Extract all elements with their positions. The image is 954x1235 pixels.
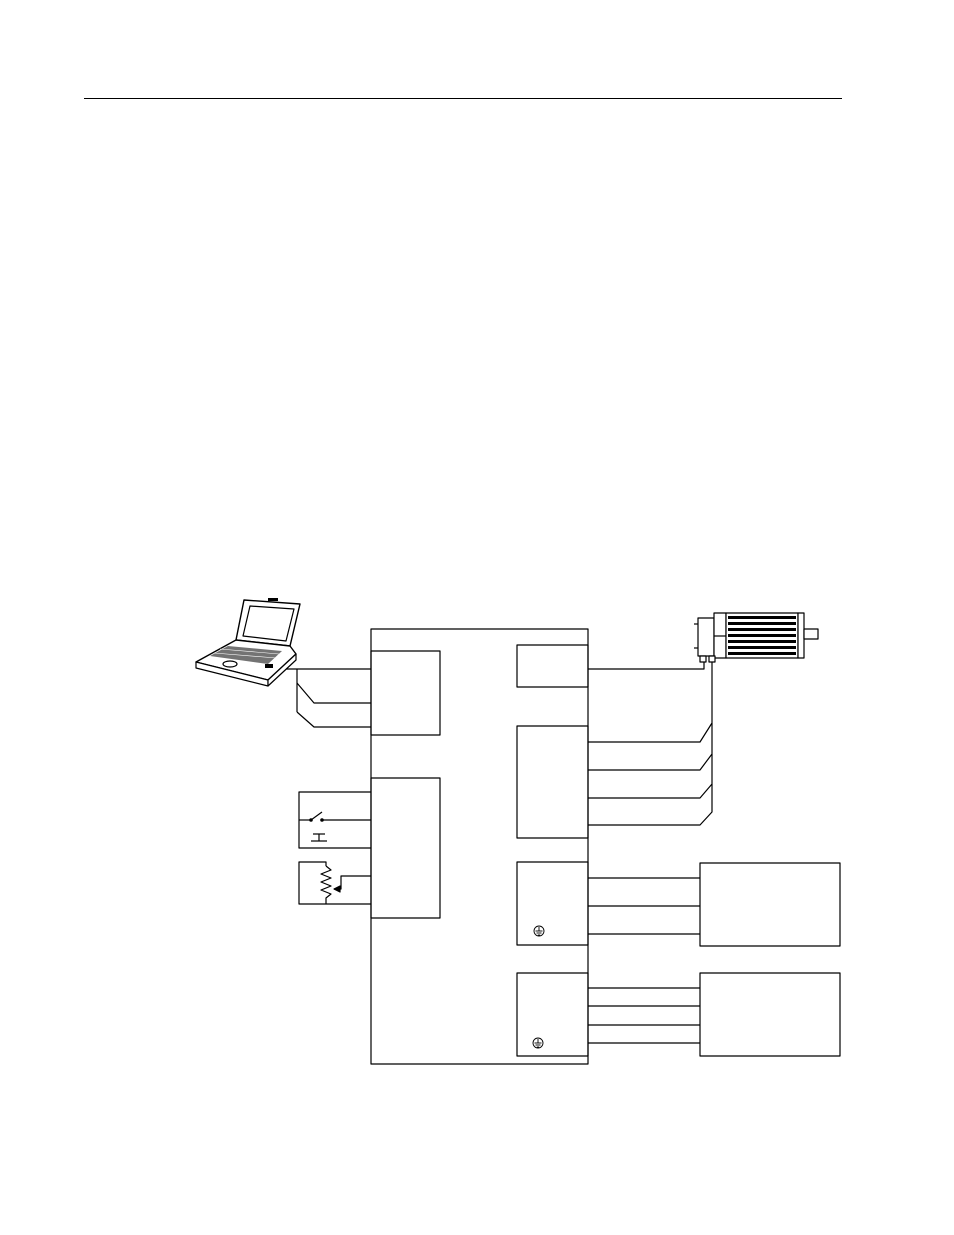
external-shunt-box <box>700 973 840 1056</box>
laptop-computer-icon <box>196 598 300 686</box>
ground-icon <box>534 926 544 936</box>
ac-power-wiring <box>588 878 700 934</box>
potentiometer-icon <box>299 862 371 904</box>
motor-power-cable <box>588 662 704 669</box>
drive-enclosure <box>371 629 588 1064</box>
input-switch-wiring <box>299 792 371 904</box>
servo-motor-icon <box>694 613 818 662</box>
shunt-wiring <box>588 988 700 1043</box>
feedback-cable <box>588 662 712 825</box>
ground-icon <box>533 1038 543 1048</box>
ac-power-source-box <box>700 863 840 946</box>
pushbutton-icon <box>311 834 327 841</box>
toggle-switch-icon <box>299 812 371 821</box>
serial-cable <box>286 669 371 727</box>
